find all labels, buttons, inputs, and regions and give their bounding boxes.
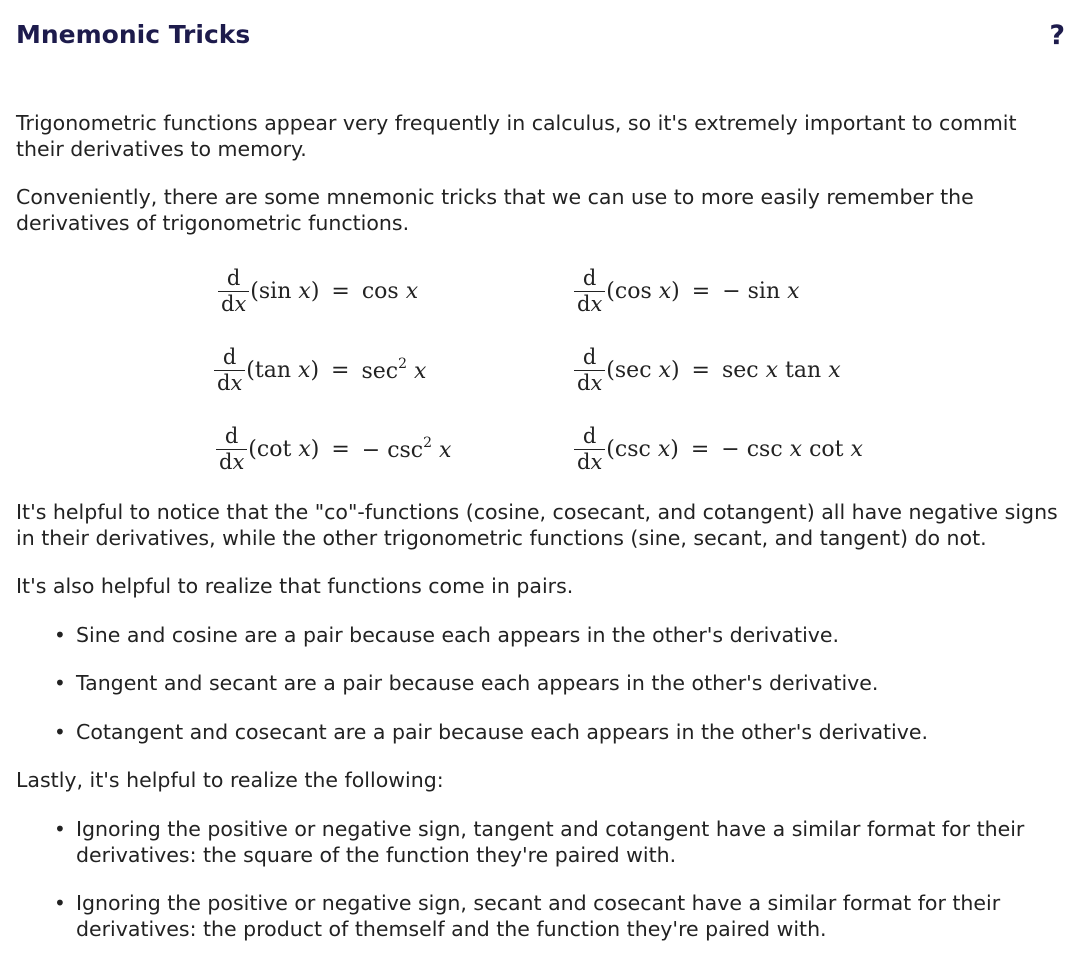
derivative-operator: $\frac{d}{dx}$ [218, 266, 249, 317]
intro-paragraph-2: Conveniently, there are some mnemonic tricks that we can use to more easily remember the derivatives of trigonometric functions. [16, 185, 974, 235]
formula-csc: $\frac{d}{dx}$ (csc x) = − csc x cot x [574, 413, 863, 485]
list-item: • Tangent and secant are a pair because each appears in the other's derivative. [76, 670, 1036, 696]
intro-paragraph-1: Trigonometric functions appear very frequently in calculus, so it's extremely important to commit their derivatives to memory. [16, 111, 1017, 161]
derivative-operator: $\frac{d}{dx}$ [214, 345, 245, 396]
page-title: Mnemonic Tricks [16, 20, 251, 49]
co-functions-note: It's helpful to notice that the "co"-functions (cosine, cosecant, and cotangent) all have negative signs in their derivatives, while the other trigonometric functions (sine, secant, and tangent) do not. [16, 500, 1058, 550]
list-item: • Sine and cosine are a pair because each appears in the other's derivative. [76, 622, 1036, 648]
list-item: • Cotangent and cosecant are a pair because each appears in the other's derivative. [76, 719, 1036, 745]
help-icon[interactable]: ? [1049, 20, 1065, 51]
formula-cot: $\frac{d}{dx}$ (cot x) = − $\csc^2 x$ [216, 413, 451, 485]
derivative-operator: $\frac{d}{dx}$ [216, 424, 247, 475]
lastly-intro: Lastly, it's helpful to realize the following: [16, 768, 444, 792]
formula-tan: $\frac{d}{dx}$ (tan x) = $\sec^2 x$ [214, 334, 426, 406]
formula-sec: $\frac{d}{dx}$ (sec x) = sec x tan x [574, 334, 841, 406]
derivative-operator: $\frac{d}{dx}$ [574, 345, 605, 396]
formula-cos: $\frac{d}{dx}$ (cos x) = − sin x [574, 255, 800, 327]
pairs-intro: It's also helpful to realize that functions come in pairs. [16, 574, 574, 598]
list-item: • Ignoring the positive or negative sign, secant and cosecant have a similar format for their derivatives: the product of themself and the function they're paired with. [76, 890, 1036, 942]
list-item: • Ignoring the positive or negative sign, tangent and cotangent have a similar format for their derivatives: the square of the function they're paired with. [76, 816, 1036, 868]
formula-sin: $\frac{d}{dx}$ (sin x) = cos x [218, 255, 418, 327]
derivative-operator: $\frac{d}{dx}$ [574, 424, 605, 475]
derivative-operator: $\frac{d}{dx}$ [574, 266, 605, 317]
